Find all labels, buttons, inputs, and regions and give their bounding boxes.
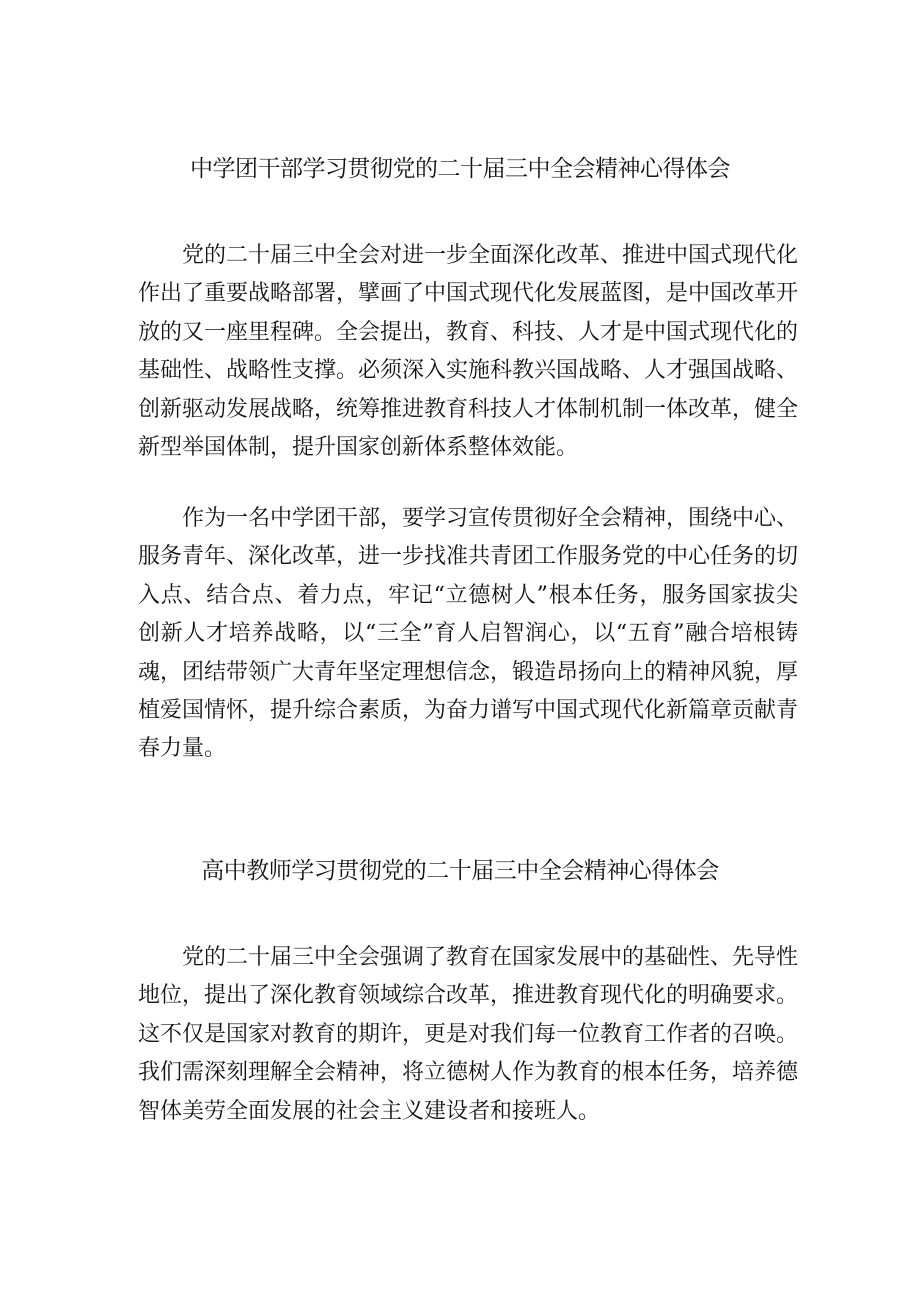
section-2-paragraph-1: 党的二十届三中全会强调了教育在国家发展中的基础性、先导性地位，提出了深化教育领域综合改革，推进教育现代化的明确要求。这不仅是国家对教育的期许，更是对我们每一位教育工作者的召唤。我们需深刻理解全会精神，将立德树人作为教育的根本任务，培养德智体美劳全面发展的社会主义建设者和接班人。: [138, 945, 799, 1124]
section-1-paragraph-2: 作为一名中学团干部，要学习宣传贯彻好全会精神，围绕中心、服务青年、深化改革，进一步找准共青团工作服务党的中心任务的切入点、结合点、着力点，牢记“立德树人”根本任务，服务国家拔尖创新人才培养战略，以“三全”育人启智润心，以“五育”融合培根铸魂，团结带领广大青年坚定理想信念，锻造昂扬向上的精神风貌，厚植爱国情怀，提升综合素质，为奋力谱写中国式现代化新篇章贡献青春力量。: [138, 506, 799, 762]
section-title-high-school: 高中教师学习贯彻党的二十届三中全会精神心得体会: [201, 858, 719, 884]
section-1-paragraph-1: 党的二十届三中全会对进一步全面深化改革、推进中国式现代化作出了重要战略部署，擘画了中国式现代化发展蓝图，是中国改革开放的又一座里程碑。全会提出，教育、科技、人才是中国式现代化的基础性、战略性支撑。必须深入实施科教兴国战略、人才强国战略、创新驱动发展战略，统筹推进教育科技人才体制机制一体改革，健全新型举国体制，提升国家创新体系整体效能。: [138, 243, 799, 461]
section-title-middle-school: 中学团干部学习贯彻党的二十届三中全会精神心得体会: [190, 156, 730, 182]
